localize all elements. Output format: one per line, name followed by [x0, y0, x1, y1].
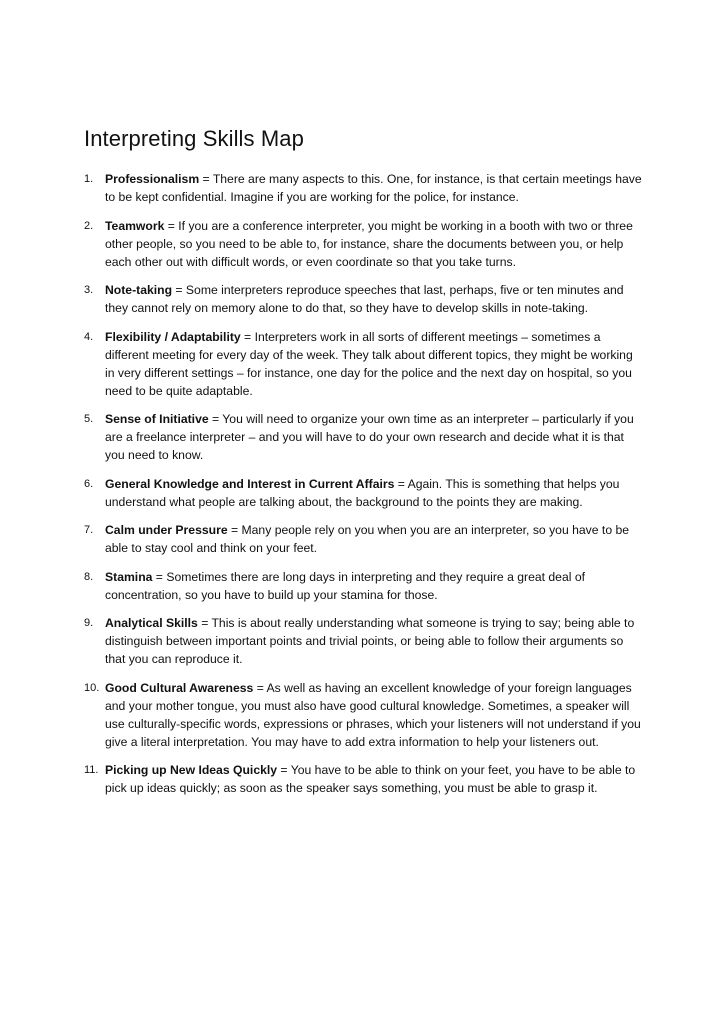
skill-name: General Knowledge and Interest in Current Affairs [105, 476, 395, 491]
item-number: 7. [84, 524, 94, 536]
skill-description: Interpreters work in all sorts of different meetings – sometimes a different meeting for every day of the week. They talk about different topics, they might be working in very different settings – for instance, one day for the police and the next day on hospital, so you need to be quite adaptable. [105, 329, 633, 398]
item-number: 2. [84, 219, 94, 232]
item-number: 4. [84, 330, 94, 343]
item-number: 6. [84, 477, 94, 490]
skill-name: Calm under Pressure [105, 523, 228, 537]
item-number: 3. [84, 284, 94, 296]
separator: = [277, 763, 291, 777]
item-number: 9. [84, 617, 94, 629]
separator: = [199, 172, 213, 186]
separator: = [197, 616, 212, 630]
skill-description: You have to be able to think on your feet, you have to be able to pick up ideas quickly; as soon as the speaker says something, you must be able to grasp it. [105, 763, 636, 795]
skill-description: Some interpreters reproduce speeches that last, perhaps, five or ten minutes and they cannot rely on memory alone to do that, so they have to develop skills in note-taking. [105, 283, 624, 315]
list-item [84, 475, 644, 511]
page-title: Interpreting Skills Map [84, 126, 304, 151]
item-number: 1. [84, 173, 94, 185]
skill-description: If you are a conference interpreter, you might be working in a booth with two or three other people, so you need to be able to, for instance, share the documents between you, or help each other out with difficult words, or even coordinate so that you take turns. [105, 218, 633, 269]
item-number: 8. [84, 570, 94, 583]
list-item [84, 410, 644, 464]
list-item [84, 679, 644, 751]
skill-name: Good Cultural Awareness [105, 680, 254, 695]
skill-name: Professionalism [105, 172, 200, 186]
skill-name: Teamwork [105, 218, 165, 233]
skill-description: Many people rely on you when you are an interpreter, so you have to be able to stay cool and think on your feet. [105, 523, 630, 555]
separator: = [164, 218, 179, 233]
skill-description: Again. This is something that helps you understand what people are talking about, the background to the points they are making. [105, 476, 620, 509]
separator: = [172, 283, 186, 297]
separator: = [152, 569, 167, 584]
separator: = [253, 680, 267, 695]
skill-name: Stamina [105, 569, 153, 584]
skill-name: Analytical Skills [105, 616, 198, 630]
list-item [84, 761, 644, 797]
separator: = [227, 523, 242, 537]
skill-description: There are many aspects to this. One, for instance, is that certain meetings have to be kept confidential. Imagine if you are working for the police, for instance. [105, 172, 642, 204]
list-item [84, 217, 644, 271]
skill-name: Note-taking [105, 283, 173, 297]
list-item [84, 328, 644, 400]
separator: = [208, 412, 223, 426]
skill-name: Picking up New Ideas Quickly [105, 763, 278, 777]
list-item [84, 521, 644, 557]
list-item [84, 614, 644, 668]
separator: = [394, 476, 408, 491]
skill-description: As well as having an excellent knowledge of your foreign languages and your mother tongue, you must also have good cultural knowledge. Sometimes, a speaker will use culturally-specific words, expressions or phrases, which your listeners will not understand if you give a literal interpretation. You may have to add extra information to help your listeners out. [105, 680, 641, 749]
item-number: 11. [84, 764, 99, 776]
skill-name: Flexibility / Adaptability [105, 329, 241, 344]
list-item [84, 568, 644, 604]
skill-description: You will need to organize your own time as an interpreter – particularly if you are a freelance interpreter – and you will have to do your own research and decide what it is that you need to know. [105, 412, 634, 462]
skill-description: Sometimes there are long days in interpreting and they require a great deal of concentration, so you have to build up your stamina for those. [105, 569, 585, 602]
item-number: 5. [84, 413, 94, 425]
list-item [84, 170, 644, 206]
separator: = [240, 329, 255, 344]
skills-list [84, 170, 644, 808]
skill-name: Sense of Initiative [105, 412, 209, 426]
item-number: 10. [84, 681, 100, 694]
skill-description: This is about really understanding what someone is trying to say; being able to distinguish between important points and trivial points, or being able to follow their arguments so that you can reproduce it. [105, 616, 635, 666]
list-item [84, 281, 644, 317]
